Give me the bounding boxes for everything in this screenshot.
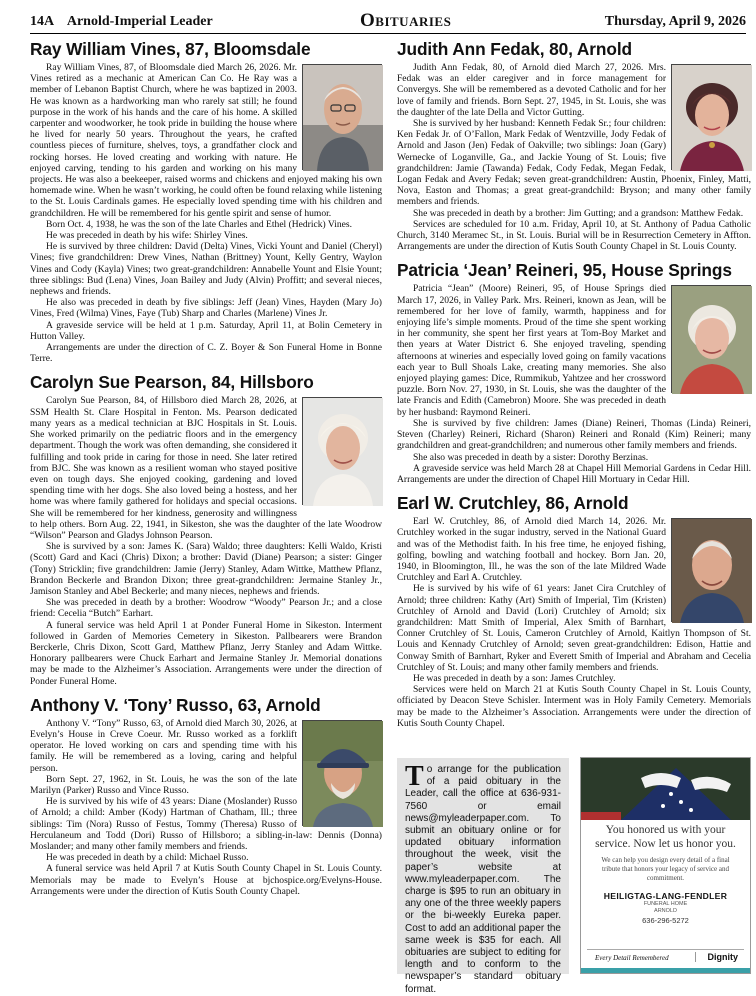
obituary-paragraph: She is survived by five children: James (Diane) Reineri, Thomas (Linda) Reineri, Steven (Charley) Reineri, Richard (Sharon) Reineri and Ronald (Kim) Reineri; many grandchildren and great-grandchildren; and numerous other family members and friends. <box>397 417 751 452</box>
masthead <box>30 8 746 34</box>
drop-cap: T <box>405 761 424 792</box>
section-title: Obituaries <box>360 10 452 31</box>
obituary-headline: Ray William Vines, 87, Bloomsdale <box>30 39 311 59</box>
portrait-photo <box>302 720 382 826</box>
obituary-reineri <box>397 259 751 485</box>
ad-subtext: We can help you design every detail of a final tribute that honors your legacy of service and commitment. <box>601 856 730 882</box>
obituary-paragraph: Anthony V. “Tony” Russo, 63, of Arnold died March 30, 2026, at Evelyn’s House in Creve Coeur. Mr. Russo worked as a forklift operator. He loved working on cars and spending time with his family. He will be remembered as a loving, caring and helpful person. <box>30 717 297 774</box>
ad-tagline <box>581 823 750 851</box>
issue-date: Thursday, April 9, 2026 <box>604 14 746 29</box>
obituary-paragraph: Services were held on March 21 at Kutis South County Chapel in St. Louis County, officiated by Deacon Steve Schisler. Interment was in Holy Family Cemetery. Memorials may be made to the Alzheimer’s Association. Arrangements were under the direction of Kutis South County Chapel. <box>397 684 751 729</box>
obituary-paragraph: A funeral service was held April 1 at Ponder Funeral Home in Sikeston. Interment followed in Garden of Memories Cemetery in Sikeston. Pallbearers were Brandon Berckerle, Chris Dixon, Scott Gard, Matthew Pflanz, Jerry Stanley and Adam Wittke. Honorary pallbearers were Chuck Earhart and Jermaine Stanley Jr. Memorial donations may be made to the Alzheimer’s Association. Arrangements were under the direction of Ponder Funeral Home. <box>30 619 382 687</box>
obituary-submission-info <box>397 758 569 995</box>
obituary-vines <box>30 38 382 364</box>
obituary-paragraph: He was preceded in death by his wife: Shirley Vines. <box>46 230 248 242</box>
funeral-home-city: ARNOLD <box>654 908 677 914</box>
obituary-paragraph: Born Oct. 4, 1938, he was the son of the late Charles and Ethel (Hedrick) Vines. <box>46 218 352 230</box>
funeral-home-ad[interactable] <box>580 757 751 974</box>
ad-footer <box>587 949 744 965</box>
obituary-paragraph: Born Sept. 27, 1962, in St. Louis, he was the son of the late Marilyn (Parker) Russo and Vince Russo. <box>30 773 297 796</box>
ad-tagline-line: You honored us with your <box>605 824 726 836</box>
funeral-home-type: FUNERAL HOME <box>643 901 688 907</box>
ad-slogan: Every Detail Remembered <box>595 954 669 962</box>
obituary-paragraph: Judith Ann Fedak, 80, of Arnold died March 27, 2026. Mrs. Fedak was an elder caregiver and in force management for Convergys. She will be remembered as a devoted Catholic and for her love of family and friends. Born Sept. 27, 1945, in St. Louis, she was the daughter of the late Della and Victor Gutting. <box>397 62 666 118</box>
obituary-paragraph: A graveside service will be held at 1 p.m. Saturday, April 11, at Bolin Cemetery in Hutton Valley. <box>30 319 382 342</box>
page-number: 14A <box>30 14 55 29</box>
right-column <box>397 38 751 754</box>
dignity-logo: Dignity <box>707 952 738 962</box>
obituary-paragraph: A funeral service was held April 7 at Kutis South County Chapel in St. Louis County. Memorials may be made to Evelyn’s House at bjchospice.org/Evelyns-House. Arrangements were under the direction of Kutis South County Chapel. <box>30 863 382 897</box>
obituary-paragraph: Patricia “Jean” (Moore) Reineri, 95, of House Springs died March 17, 2026, in Valley Park. Mrs. Reineri, known as Jean, will be remembered for her love of family, warmth, happiness and for enjoying life’s simple moments. Proud of the time she spent working in her community, she spent her first years at Tom-Boy Market and then years at Water District 6. She enjoyed traveling, spending afternoons at wineries and especially loved going on family vacations each year to Bull Shoals Lake, creating many memories. She also enjoyed playing games: Dice, Rummikub, Yahtzee and her crossword puzzle. Born Nov. 27, 1930, in St. Louis, she was the daughter of the late Francis and Edith (Camebron) Moore. She was preceded in death by her husband: Raymond Reineri. <box>397 283 666 418</box>
obituary-paragraph: He is survived by his wife of 43 years: Diane (Moslander) Russo of Arnold; a child: Amber (Kody) Hartman of Chatham, Ill.; three siblings: Tim (Nora) Russo of Festus, Tommy (Theresa) Russo of Herculaneum and Todd (Dori) Russo of Hillsboro; a sibling-in-law: Dennis (Donna) Moslander; and many other family members and friends. <box>30 796 382 852</box>
submission-text <box>405 761 561 996</box>
obituary-paragraph: She is survived by a son: James K. (Sara) Waldo; three daughters: Kelli Waldo, Kristi (Scott) Gard and Kaci (Chris) Dixon; a brother: David (Diane) Pearson; a sister: Ginger (Tony) Stricklin; five grandchildren: Jamie (Jerry) Stanley, Adam Wittke, Matthew Pflanz, Brandon Beckerle and Brandon Dixon; three great-grandchildren: Jermaine Stanley Jr., Jamison Stanley and Abel Beckerle; and many nieces, nephews and friends. <box>30 541 382 597</box>
portrait-photo <box>671 64 751 170</box>
obituary-headline: Carolyn Sue Pearson, 84, Hillsboro <box>30 372 314 393</box>
flag-folding-photo <box>581 758 750 820</box>
obituary-headline: Anthony V. ‘Tony’ Russo, 63, Arnold <box>30 694 321 715</box>
funeral-home-name: HEILIGTAG-LANG-FENDLER <box>603 891 728 901</box>
portrait-photo <box>671 518 751 622</box>
obituary-russo <box>30 694 382 897</box>
portrait-photo <box>671 285 751 393</box>
obituary-paragraph: Ray William Vines, 87, of Bloomsdale died March 26, 2026. Mr. Vines retired as a mechanic at American Can Co. He Ray was a member of Lebanon Baptist Church, where he was baptized in 2003. He was known as a hardworking man who rarely sat still; he found purpose in the work of his hands and the care of his home. A skilled carpenter and woodworker, he took pride in building the house where he lived for nearly 50 years. Throughout the years, he crafted countless pieces of furniture, shelves, toys, a grandfather clock and rocking horses. He loved creating and working with nature. He enjoyed carving, tending to his garden and working on his many projects. He was also a beekeeper, raised worms and chickens and enjoyed making his own homemade wine. When he wasn’t working, he could often be found relaxing while listening to the St. Louis Cardinals games. He especially loved spending time with his children and grandchildren. He will be remembered for his gentle spirit and sense of humor. <box>30 62 382 219</box>
left-column <box>30 38 382 978</box>
obituary-paragraph: She also was preceded in death by a sister: Dorothy Berzinas. <box>413 451 649 463</box>
obituary-paragraph: He is survived by his wife of 61 years: Janet Cira Crutchley of Arnold; three children: Kathy (Art) Smith of Imperial, Tim (Kristen) Crutchley of Arnold and David (Lori) Crutchley of Arnold; six grandchildren: Matt Smith of Imperial, Alex Smith of Barnhart, Conner Crutchley of St. Louis, Cameron Crutchley of Arnold, Kaitlyn Thompson of St. Louis and Kennady Crutchley of Arnold; seven great-grandchildren: Edison, Hattie and Conway Smith of Barnhart, Ryker and Everett Smith of Imperial and Abraham and Cecelia Crutchley of St. Louis; and many other family members and friends. <box>397 583 751 673</box>
obituary-paragraph: Carolyn Sue Pearson, 84, of Hillsboro died March 28, 2026, at SSM Health St. Clare Hospital in Fenton. Ms. Pearson dedicated many years as a medical technician at BJC Hospitals in St. Louis. She worked primarily on the pediatric floors and in the emergency department. Though the work was often demanding, she considered it fulfilling and took pride in caring for those in need. She later retired from BJC. She was known as a resilient woman who stayed positive even on tough days. She enjoyed cooking, gardening and loved spending time with her dogs. She also loved being a hostess, and her home was where family gathered for holidays and special occasions. She will be remembered for her kindness, generosity and willingness to help others. Born Aug. 22, 1941, in Sikeston, she was the daughter of the late Woodrow “Wilson” Pearson and Gladys Johnson Pearson. <box>30 395 382 541</box>
paper-name: Arnold-Imperial Leader <box>66 14 213 29</box>
obituary-paragraph: He also was preceded in death by five siblings: Jeff (Jean) Vines, Hayden (Mary Jo) Vines, Fred (Wilma) Vines, Faye (Tub) Sharp and Charles (Marlene) Vines Jr. <box>30 297 382 320</box>
obituary-fedak <box>397 38 751 252</box>
obituary-crutchley <box>397 492 751 729</box>
obituary-paragraph: Arrangements are under the direction of C. Z. Boyer & Son Funeral Home in Bonne Terre. <box>30 342 382 365</box>
obituary-paragraph: Services are scheduled for 10 a.m. Friday, April 10, at St. Anthony of Padua Catholic Church, 3140 Meramec St., in St. Louis. Burial will be in Resurrection Cemetery in Affton. Arrangements are under the direction of Kutis South County Chapel in St. Louis County. <box>397 218 751 253</box>
accent-bar <box>581 968 750 973</box>
submission-body: o arrange for the publication of a paid obituary in the Leader, call the office at 636-931-7560 or email news@myleaderpaper.com. To submit an obituary online or for updated obituary information throughout the week, visit the paper’s website at www.myleaderpaper.com. The charge is $95 to run an obituary in any one of the three weekly papers or the bi-weekly Eureka paper. Cost to add an additional paper the same week is $35 for each. All obituaries are subject to editing for length and to conform to the newspaper’s standard obituary format. <box>405 764 561 995</box>
obituary-paragraph: She was preceded in death by a brother: Woodrow “Woody” Pearson Jr.; and a close friend: Cecelia “Butch” Earhart. <box>30 597 382 620</box>
obituary-paragraph: A graveside service was held March 28 at Chapel Hill Memorial Gardens in Cedar Hill. Arrangements are under the direction of Chapel Hill Mortuary in Cedar Hill. <box>397 462 751 485</box>
obituary-paragraph: He is survived by three children: David (Delta) Vines, Vicki Yount and Daniel (Cheryl) Vines; five grandchildren: Drew Vines, Nathan (Brittney) Yount, Kelly Gentry, Waylon Vines and Cody (Kayla) Vines; two great-grandchildren: Annabelle Yount and Elsie Yount; three siblings: Bud (Lena) Vines, Joan Bailey and Judy (Alvin) Proffitt; and several nieces, nephews and friends. <box>30 241 382 298</box>
masthead-left <box>30 14 213 30</box>
obituary-pearson <box>30 371 382 686</box>
obituary-paragraph: He was preceded in death by a child: Michael Russo. <box>46 852 249 864</box>
divider <box>695 952 696 962</box>
obituary-headline: Earl W. Crutchley, 86, Arnold <box>397 493 629 514</box>
portrait-photo <box>302 64 382 170</box>
obituary-headline: Patricia ‘Jean’ Reineri, 95, House Springs <box>397 260 732 281</box>
ad-tagline-line: service. Now let us honor you. <box>595 838 736 850</box>
portrait-photo <box>302 397 382 505</box>
obituary-headline: Judith Ann Fedak, 80, Arnold <box>397 39 632 59</box>
obituary-paragraph: Earl W. Crutchley, 86, of Arnold died March 14, 2026. Mr. Crutchley worked in the sugar industry, served in the National Guard and was of the Methodist faith. In his free time, he enjoyed fishing, golfing, bowling and watching football and hockey. Born Jan. 20, 1940, in Bloomington, Ill., he was the son of the late Mildred Wade Crutchley and Earl A. Crutchley. <box>397 516 666 584</box>
obituary-paragraph: She is survived by her husband: Kenneth Fedak Sr.; four children: Ken Fedak Jr. of O’Fallon, Mark Fedak of Wentzville, Jody Fedak of Arnold and Jason (Jen) Fedak of Oakville; two siblings: Joan (Gary) Wernecke of Loganville, Ga., and Jackie Young of St. Louis; five grandchildren: Jamie (Tawanda) Fedak, Cody Fedak, Megan Fedak, Logan Fedak and Avery Fedak; seven great-grandchildren: Austin, Phoenix, Finley, Matti, Nova, Easton and Thomas; a great great-grandchild: Bryson; and many other family members and friends. <box>397 118 751 208</box>
funeral-home-phone: 636-296-5272 <box>642 916 689 925</box>
obituary-paragraph: She was preceded in death by a brother: Jim Gutting; and a grandson: Matthew Fedak. <box>413 207 744 219</box>
obituary-paragraph: He was preceded in death by a son: James Crutchley. <box>413 672 616 684</box>
